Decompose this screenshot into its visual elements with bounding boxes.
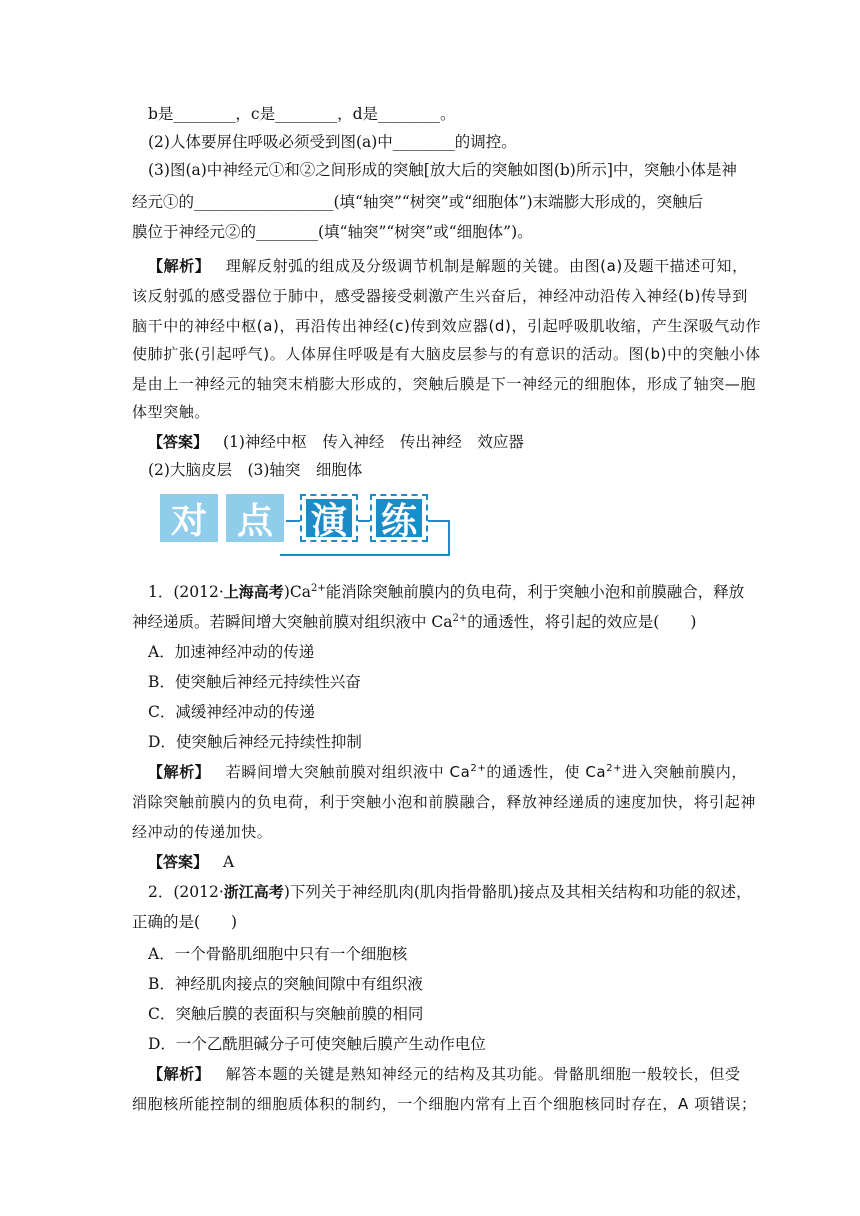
superscript: 2+ — [452, 612, 468, 624]
answer-line — [148, 432, 748, 452]
question-line — [132, 612, 732, 632]
option-a: A．一个骨骼肌细胞中只有一个细胞核 — [148, 945, 408, 963]
banner-connector — [428, 520, 450, 522]
banner-char: 练 — [376, 499, 422, 537]
banner-char-box — [300, 494, 358, 542]
banner-connector — [286, 520, 300, 522]
analysis-line: 经冲动的传递加快。 — [132, 823, 273, 841]
banner-connector — [280, 554, 450, 556]
question-line: b是________，c是________，d是________。 — [148, 105, 456, 123]
banner-char: 点 — [226, 494, 284, 542]
analysis-line: 细胞核所能控制的细胞质体积的制约，一个细胞内常有上百个细胞核同时存在，A 项错误； — [132, 1095, 757, 1113]
answer-line — [148, 852, 748, 872]
question-text: )Ca — [283, 583, 311, 601]
answer-tag: 【答案】 — [148, 853, 209, 871]
superscript: 2+ — [606, 763, 623, 774]
option-a: A．加速神经冲动的传递 — [148, 643, 315, 661]
analysis-tag: 【解析】 — [148, 257, 211, 275]
analysis-line: 该反射弧的感受器位于肺中，感受器接受刺激产生兴奋后，神经冲动沿传入神经(b)传导到 — [132, 287, 748, 305]
superscript: 2+ — [310, 582, 326, 594]
analysis-text: 进入突触前膜内， — [622, 763, 747, 781]
option-d: D．一个乙酰胆碱分子可使突触后膜产生动作电位 — [148, 1035, 486, 1053]
analysis-text: 解答本题的关键是熟知神经元的结构及其功能。骨骼肌细胞一般较长，但受 — [225, 1065, 741, 1083]
question-number: 1．(2012· — [148, 583, 224, 601]
analysis-text: 的通透性，使 Ca — [486, 763, 607, 781]
question-number: 2．(2012· — [148, 883, 224, 901]
section-banner — [160, 494, 460, 558]
answer-text: (1)神经中枢 传入神经 传出神经 效应器 — [222, 433, 524, 451]
analysis-paragraph — [148, 762, 748, 782]
banner-char: 对 — [160, 494, 218, 542]
answer-tag: 【答案】 — [148, 433, 209, 451]
question-text: )下列关于神经肌肉(肌肉指骨骼肌)接点及其相关结构和功能的叙述， — [283, 883, 752, 901]
question-source: 上海高考 — [223, 583, 284, 601]
analysis-line: 是由上一神经元的轴突末梢膨大形成的，突触后膜是下一神经元的细胞体，形成了轴突—胞 — [132, 375, 757, 393]
analysis-line: 脑干中的神经中枢(a)，再沿传出神经(c)传到效应器(d)，引起呼吸肌收缩，产生深吸气动作 — [132, 317, 762, 335]
question-stem — [148, 882, 752, 902]
analysis-text: 若瞬间增大突触前膜对组织液中 Ca — [225, 763, 471, 781]
question-stem — [148, 582, 748, 602]
option-b: B．使突触后神经元持续性兴奋 — [148, 673, 361, 691]
option-b: B．神经肌肉接点的突触间隙中有组织液 — [148, 975, 423, 993]
analysis-line: 消除突触前膜内的负电荷，利于突触小泡和前膜融合，释放神经递质的速度加快，将引起神 — [132, 793, 757, 811]
question-line: 正确的是( ) — [132, 913, 238, 931]
banner-connector — [448, 520, 450, 556]
question-source: 浙江高考 — [223, 883, 284, 901]
banner-char: 演 — [306, 499, 352, 537]
question-text: 神经递质。若瞬间增大突触前膜对组织液中 Ca — [132, 613, 453, 631]
answer-text: A — [222, 853, 235, 871]
question-line: (3)图(a)中神经元①和②之间形成的突触[放大后的突触如图(b)所示]中，突触小体是神 — [148, 161, 737, 179]
analysis-tag: 【解析】 — [148, 763, 211, 781]
option-c: C．减缓神经冲动的传递 — [148, 703, 315, 721]
option-d: D．使突触后神经元持续性抑制 — [148, 733, 362, 751]
banner-connector — [358, 520, 370, 522]
analysis-line: 体型突触。 — [132, 403, 211, 421]
option-c: C．突触后膜的表面积与突触前膜的相同 — [148, 1005, 424, 1023]
superscript: 2+ — [470, 763, 487, 774]
question-line: (2)人体要屏住呼吸必须受到图(a)中________的调控。 — [148, 133, 517, 151]
question-line: 经元①的__________________(填“轴突”“树突”或“细胞体”)末端膨大形成的，突触后 — [132, 193, 704, 211]
analysis-line: 使肺扩张(引起呼气)。人体屏住呼吸是有大脑皮层参与的有意识的活动。图(b)中的突触小体 — [132, 345, 761, 363]
analysis-paragraph — [148, 256, 748, 276]
banner-char-box — [370, 494, 428, 542]
question-text: 能消除突触前膜内的负电荷，利于突触小泡和前膜融合，释放 — [325, 583, 745, 601]
answer-line: (2)大脑皮层 (3)轴突 细胞体 — [148, 461, 363, 479]
analysis-paragraph — [148, 1064, 748, 1084]
analysis-text: 理解反射弧的组成及分级调节机制是解题的关键。由图(a)及题干描述可知， — [225, 257, 748, 275]
question-line: 膜位于神经元②的________(填“轴突”“树突”或“细胞体”)。 — [132, 223, 533, 241]
question-text: 的通透性，将引起的效应是( ) — [467, 613, 697, 631]
analysis-tag: 【解析】 — [148, 1065, 211, 1083]
